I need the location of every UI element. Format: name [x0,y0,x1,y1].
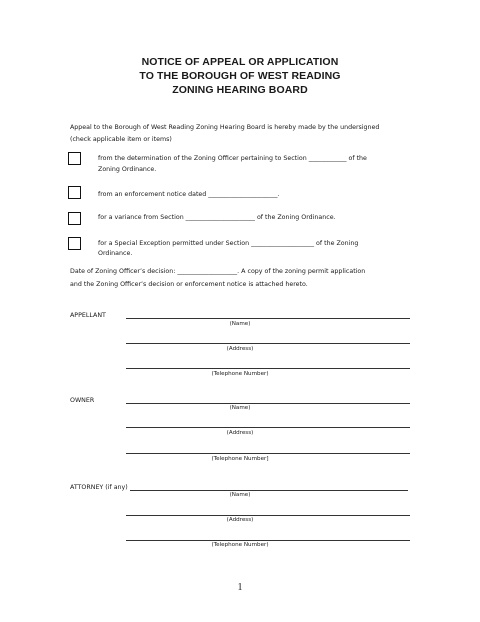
owner-phone-caption: (Telephone Number] [211,456,269,462]
title-line-2: TO THE BOROUGH OF WEST READING [139,70,341,82]
item-3-text: for a variance from Section ______________________ of the Zoning Ordinance. [98,214,336,221]
item-1-text-cont: Zoning Ordinance. [98,166,157,173]
title-line-1: NOTICE OF APPEAL OR APPLICATION [141,56,339,68]
item-2-text: from an enforcement notice dated ______________________. [98,191,280,198]
attorney-phone-caption: (Telephone Number) [211,542,269,548]
page-number: 1 [237,582,243,593]
owner-address-line[interactable] [126,427,410,428]
appellant-label: APPELLANT [70,312,106,319]
appellant-name-line[interactable] [126,318,410,319]
item-4-text-cont: Ordinance. [98,250,133,257]
attorney-address-line[interactable] [126,515,410,516]
owner-name-line[interactable] [126,403,410,404]
item-4-text: for a Special Exception permitted under Section ____________________ of the Zoning [98,240,359,247]
attorney-phone-line[interactable] [126,540,410,541]
attorney-name-caption: (Name) [229,492,251,498]
appellant-phone-line[interactable] [126,368,410,369]
intro-text: Appeal to the Borough of West Reading Zoning Hearing Board is hereby made by the undersigned [70,124,380,131]
checkbox-variance[interactable] [68,212,81,225]
attorney-label: ATTORNEY (if any) [70,484,128,491]
checkbox-enforcement-notice[interactable] [68,186,81,199]
appellant-address-line[interactable] [126,343,410,344]
decision-text: Date of Zoning Officer’s decision: ___________________. A copy of the zoning permit application [70,268,366,275]
checkbox-zoning-officer-determination[interactable] [68,152,81,165]
owner-label: OWNER [70,397,95,404]
attorney-name-line[interactable] [130,490,408,491]
intro-instruction: (check applicable item or items) [70,136,172,143]
appellant-address-caption: (Address) [226,346,254,352]
attorney-address-caption: (Address) [226,517,254,523]
item-1-text: from the determination of the Zoning Officer pertaining to Section ____________ of the [98,155,367,162]
owner-address-caption: (Address) [226,430,254,436]
appellant-name-caption: (Name) [229,321,251,327]
appellant-phone-caption: (Telephone Number) [211,371,269,377]
checkbox-special-exception[interactable] [68,237,81,250]
decision-text-cont: and the Zoning Officer’s decision or enforcement notice is attached hereto. [70,281,308,288]
owner-phone-line[interactable] [126,453,410,454]
owner-name-caption: (Name) [229,405,251,411]
title-line-3: ZONING HEARING BOARD [172,84,308,96]
